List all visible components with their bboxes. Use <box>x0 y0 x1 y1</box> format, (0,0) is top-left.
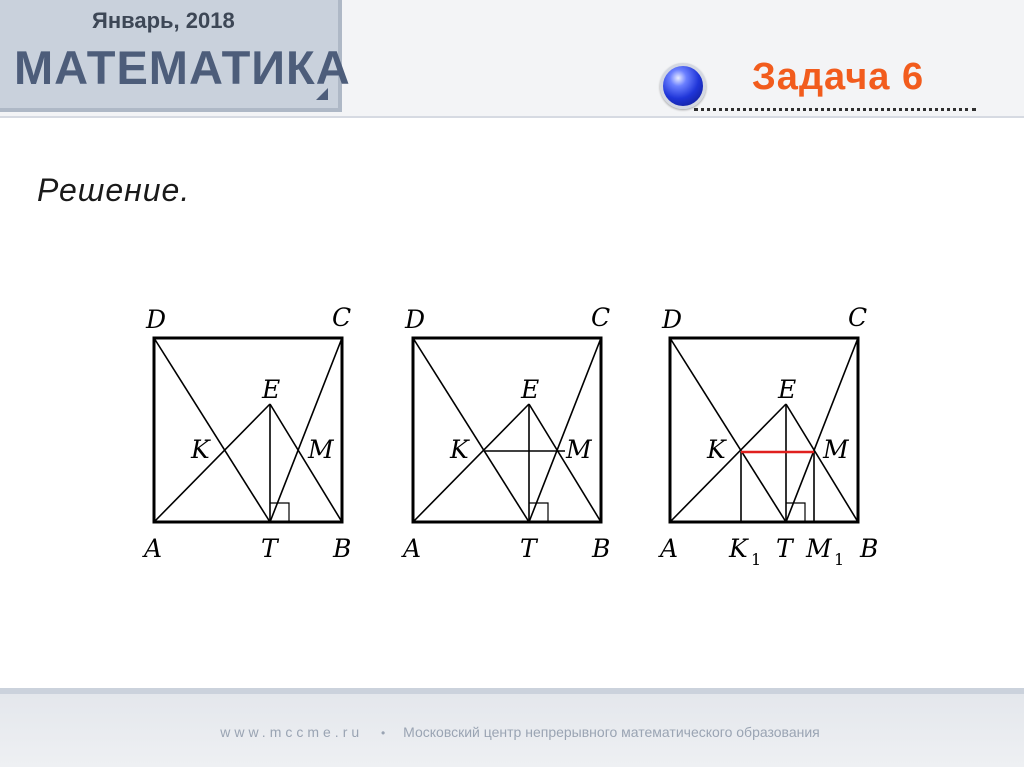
task-title: Задача 6 <box>752 56 925 98</box>
figure-3 <box>670 338 858 522</box>
label-c: C <box>332 303 352 332</box>
label-a: A <box>144 534 163 563</box>
label-t: T <box>520 534 537 563</box>
label-m1: M <box>806 534 832 563</box>
segment-ae <box>413 404 529 522</box>
right-angle-mark <box>270 503 289 522</box>
segment-ae <box>670 404 786 522</box>
label-k: K <box>450 435 469 464</box>
label-b: B <box>333 534 352 563</box>
footer-url[interactable]: www.mccme.ru <box>220 724 364 740</box>
label-d: D <box>146 305 167 334</box>
label-b: B <box>860 534 879 563</box>
segment-ct <box>786 338 858 522</box>
label-a: A <box>660 534 679 563</box>
label-e: E <box>778 375 797 404</box>
label-e: E <box>262 375 281 404</box>
label-m1-subscript: 1 <box>834 550 845 569</box>
label-m: M <box>308 435 334 464</box>
label-t: T <box>261 534 278 563</box>
label-d: D <box>405 305 426 334</box>
segment-ct <box>529 338 601 522</box>
right-angle-mark <box>786 503 805 522</box>
segment-dt <box>670 338 786 522</box>
label-c: C <box>591 303 611 332</box>
issue-date: Январь, 2018 <box>92 8 235 33</box>
label-k1-subscript: 1 <box>751 550 762 569</box>
segment-dt <box>413 338 529 522</box>
segment-ct <box>270 338 342 522</box>
label-e: E <box>521 375 540 404</box>
segment-dt <box>154 338 270 522</box>
footer-organization: Московский центр непрерывного математического образования <box>403 724 820 740</box>
journal-title: МАТЕМАТИКА <box>14 41 351 94</box>
label-k1: K <box>729 534 748 563</box>
label-b: B <box>592 534 611 563</box>
solution-label: Решение. <box>37 172 191 208</box>
segment-ae <box>154 404 270 522</box>
figure-2 <box>413 338 601 522</box>
figure-1 <box>154 338 342 522</box>
label-d: D <box>662 305 683 334</box>
right-angle-mark <box>529 503 548 522</box>
footer <box>0 724 1024 740</box>
label-k: K <box>707 435 726 464</box>
label-k: K <box>191 435 210 464</box>
label-a: A <box>403 534 422 563</box>
label-t: T <box>776 534 793 563</box>
label-c: C <box>848 303 868 332</box>
label-m: M <box>823 435 849 464</box>
label-m: M <box>566 435 592 464</box>
footer-separator: • <box>381 726 386 740</box>
